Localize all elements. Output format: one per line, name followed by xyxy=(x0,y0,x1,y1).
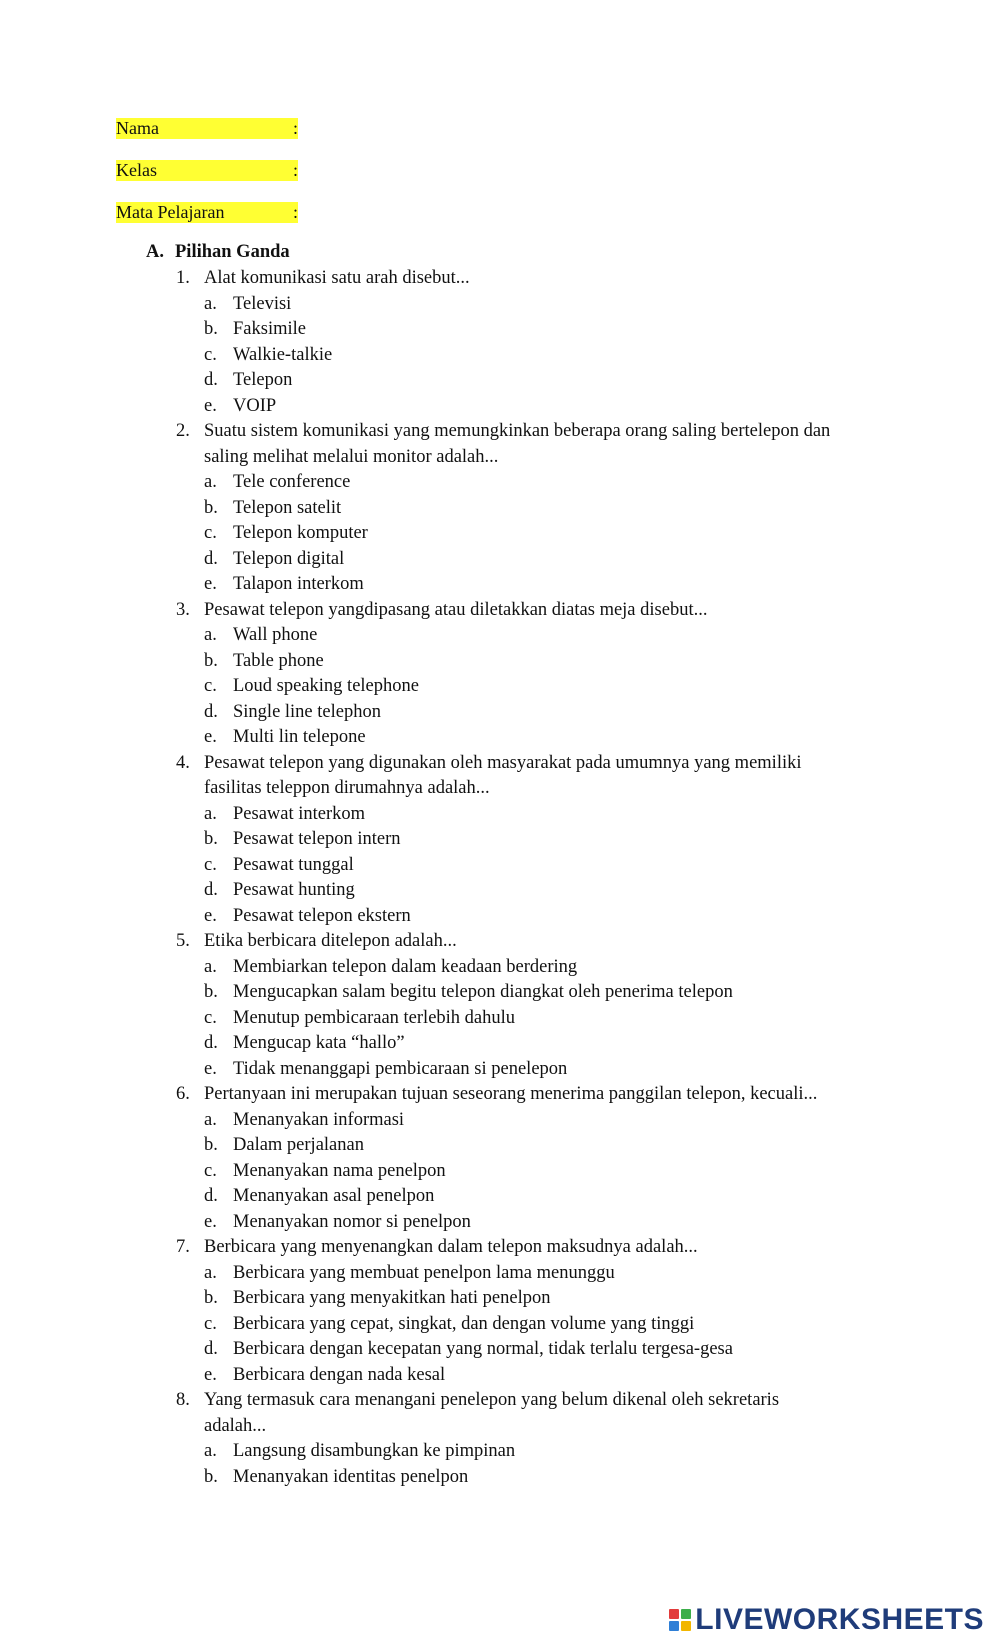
option-letter: d. xyxy=(204,1033,218,1053)
option-text: Menutup pembicaraan terlebih dahulu xyxy=(233,1007,516,1028)
name-field xyxy=(116,118,298,139)
logo-grid-icon xyxy=(669,1609,691,1631)
option-letter: d. xyxy=(204,1339,218,1359)
option-letter: b. xyxy=(204,650,218,671)
option-text: Talapon interkom xyxy=(233,574,364,594)
brand-name: LIVEWORKSHEETS xyxy=(695,1603,984,1636)
option-letter: b. xyxy=(204,497,218,518)
option-letter: c. xyxy=(204,523,217,543)
option-text: Telepon digital xyxy=(233,548,345,569)
question-number: 8. xyxy=(176,1390,190,1410)
logo-tile-1 xyxy=(669,1609,679,1619)
option-letter: b. xyxy=(204,1288,218,1308)
question-text: Pertanyaan ini merupakan tujuan seseorang menerima panggilan telepon, kecuali... xyxy=(204,1084,818,1104)
option-text: Menanyakan identitas penelpon xyxy=(233,1466,469,1487)
option-text: Pesawat telepon ekstern xyxy=(233,905,411,926)
option-letter: e. xyxy=(204,1058,217,1079)
question-number: 3. xyxy=(176,599,190,620)
liveworksheets-logo xyxy=(669,1603,984,1637)
option-text: Telepon satelit xyxy=(233,497,342,518)
option-letter: b. xyxy=(204,1135,218,1155)
question-text: Berbicara yang menyenangkan dalam telepon maksudnya adalah... xyxy=(204,1237,698,1257)
option-letter: e. xyxy=(204,905,217,926)
option-text: Pesawat tunggal xyxy=(233,854,354,875)
question-text: Suatu sistem komunikasi yang memungkinkan beberapa orang saling bertelepon dan xyxy=(204,421,831,441)
option-text: Walkie-talkie xyxy=(233,344,333,365)
question-text: Pesawat telepon yangdipasang atau diletakkan diatas meja disebut... xyxy=(204,599,708,620)
option-text: Berbicara dengan nada kesal xyxy=(233,1364,446,1385)
class-colon: : xyxy=(292,160,298,180)
question-text: Alat komunikasi satu arah disebut... xyxy=(204,268,470,288)
question-text: saling melihat melalui monitor adalah... xyxy=(204,446,499,467)
option-letter: b. xyxy=(204,829,218,849)
option-text: Single line telephon xyxy=(233,701,381,722)
option-letter: d. xyxy=(204,701,218,722)
option-letter: c. xyxy=(204,1313,217,1334)
subject-colon: : xyxy=(292,202,298,222)
option-text: Menanyakan nomor si penelpon xyxy=(233,1211,471,1232)
option-text: Pesawat telepon intern xyxy=(233,829,401,849)
question-number: 4. xyxy=(176,752,190,773)
question-number: 7. xyxy=(176,1237,190,1257)
option-letter: e. xyxy=(204,727,217,747)
option-text: Menanyakan informasi xyxy=(233,1109,405,1130)
option-letter: a. xyxy=(204,1109,217,1130)
option-text: Berbicara yang cepat, singkat, dan dengan volume yang tinggi xyxy=(233,1313,695,1334)
class-field xyxy=(116,160,298,181)
option-text: Telepon xyxy=(233,370,293,390)
option-text: Tele conference xyxy=(233,472,351,492)
option-letter: a. xyxy=(204,956,217,977)
option-text: Table phone xyxy=(233,650,324,671)
option-text: Mengucap kata “hallo” xyxy=(233,1033,405,1053)
option-letter: b. xyxy=(204,1466,218,1487)
option-letter: b. xyxy=(204,982,218,1002)
option-letter: c. xyxy=(204,854,217,875)
section-title: Pilihan Ganda xyxy=(175,242,290,262)
option-text: Menanyakan nama penelpon xyxy=(233,1160,446,1181)
option-letter: e. xyxy=(204,1364,217,1385)
option-letter: e. xyxy=(204,1211,217,1232)
question-number: 2. xyxy=(176,421,190,441)
subject-field xyxy=(116,202,298,223)
class-label: Kelas xyxy=(116,160,157,180)
option-letter: e. xyxy=(204,395,217,416)
option-text: Pesawat hunting xyxy=(233,880,355,900)
option-text: Berbicara yang membuat penelpon lama menunggu xyxy=(233,1262,615,1283)
option-letter: a. xyxy=(204,293,217,314)
question-text: Etika berbicara ditelepon adalah... xyxy=(204,931,457,951)
question-text: adalah... xyxy=(204,1415,267,1436)
option-text: Membiarkan telepon dalam keadaan berdering xyxy=(233,956,578,977)
question-number: 5. xyxy=(176,931,190,951)
option-letter: d. xyxy=(204,548,218,569)
option-text: Mengucapkan salam begitu telepon diangkat oleh penerima telepon xyxy=(233,982,733,1002)
option-text: Televisi xyxy=(233,293,292,314)
option-text: Telepon komputer xyxy=(233,523,368,543)
question-text: Yang termasuk cara menangani penelepon yang belum dikenal oleh sekretaris xyxy=(204,1390,780,1410)
option-letter: d. xyxy=(204,370,218,390)
option-text: Multi lin telepone xyxy=(233,727,366,747)
option-text: Dalam perjalanan xyxy=(233,1135,364,1155)
name-label: Nama xyxy=(116,118,159,138)
option-letter: c. xyxy=(204,1160,217,1181)
option-text: VOIP xyxy=(233,395,277,416)
option-letter: a. xyxy=(204,1262,217,1283)
option-text: Pesawat interkom xyxy=(233,803,366,824)
option-text: Loud speaking telephone xyxy=(233,676,419,696)
question-text: Pesawat telepon yang digunakan oleh masyarakat pada umumnya yang memiliki xyxy=(204,752,802,773)
option-letter: c. xyxy=(204,676,217,696)
option-text: Menanyakan asal penelpon xyxy=(233,1186,435,1206)
option-letter: e. xyxy=(204,574,217,594)
option-text: Langsung disambungkan ke pimpinan xyxy=(233,1441,516,1461)
option-letter: a. xyxy=(204,803,217,824)
option-letter: b. xyxy=(204,319,218,339)
logo-tile-4 xyxy=(681,1621,691,1631)
subject-label: Mata Pelajaran xyxy=(116,202,225,222)
option-text: Berbicara dengan kecepatan yang normal, tidak terlalu tergesa-gesa xyxy=(233,1339,733,1359)
option-text: Tidak menanggapi pembicaraan si penelepon xyxy=(233,1058,568,1079)
logo-tile-3 xyxy=(669,1621,679,1631)
section-number: A. xyxy=(146,242,164,262)
question-number: 6. xyxy=(176,1084,190,1104)
option-letter: c. xyxy=(204,344,217,365)
question-number: 1. xyxy=(176,268,190,288)
option-letter: d. xyxy=(204,1186,218,1206)
question-text: fasilitas teleppon dirumahnya adalah... xyxy=(204,778,490,798)
name-colon: : xyxy=(292,118,298,138)
option-letter: a. xyxy=(204,1441,217,1461)
option-letter: a. xyxy=(204,472,217,492)
option-letter: c. xyxy=(204,1007,217,1028)
option-letter: d. xyxy=(204,880,218,900)
logo-tile-2 xyxy=(681,1609,691,1619)
option-text: Wall phone xyxy=(233,625,318,645)
option-text: Berbicara yang menyakitkan hati penelpon xyxy=(233,1288,551,1308)
option-text: Faksimile xyxy=(233,319,306,339)
option-letter: a. xyxy=(204,625,217,645)
